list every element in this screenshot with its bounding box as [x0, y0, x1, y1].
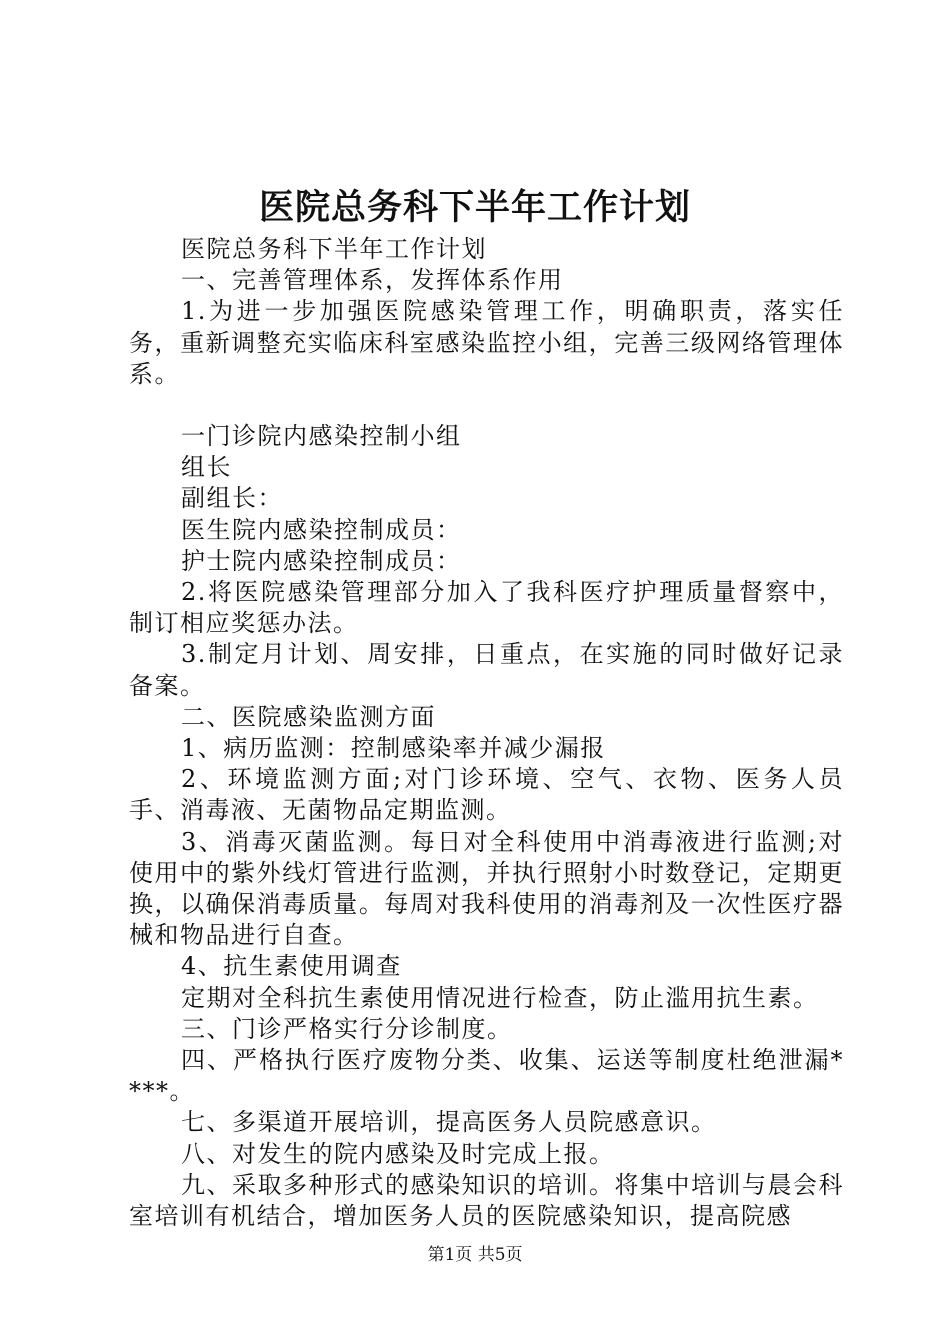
paragraph: 1、病历监测：控制感染率并减少漏报 — [181, 734, 606, 763]
section-heading: 二、医院感染监测方面 — [181, 702, 436, 731]
paragraph: 医院总务科下半年工作计划 — [181, 235, 487, 263]
section-heading: 七、多渠道开展培训，提高医务人员院感意识。 — [181, 1108, 717, 1137]
paragraph: 3、消毒灭菌监测。每日对全科使用中消毒液进行监测;对使用中的紫外线灯管进行监测，并执行照射小时数登记，定期更换，以确保消毒质量。每周对我科使用的消毒剂及一次性医疗器械和物品进行自查。 — [129, 827, 844, 950]
paragraph: 副组长： — [181, 484, 283, 513]
paragraph: 组长 — [181, 453, 232, 482]
section-heading: 九、采取多种形式的感染知识的培训。将集中培训与晨会科室培训有机结合，增加医务人员的医院感染知识，提高院感 — [129, 1170, 844, 1231]
paragraph: 2、环境监测方面;对门诊环境、空气、衣物、医务人员手、消毒液、无菌物品定期监测。 — [129, 765, 844, 825]
paragraph: 2.将医院感染管理部分加入了我科医疗护理质量督察中，制订相应奖惩办法。 — [129, 578, 844, 638]
paragraph: 1.为进一步加强医院感染管理工作，明确职责，落实任务，重新调整充实临床科室感染监控小组，完善三级网络管理体系。 — [129, 297, 844, 388]
document-body — [129, 234, 844, 1232]
paragraph: 定期对全科抗生素使用情况进行检查，防止滥用抗生素。 — [181, 983, 819, 1012]
document-title: 医院总务科下半年工作计划 — [258, 187, 691, 228]
paragraph: 3.制定月计划、周安排，日重点，在实施的同时做好记录备案。 — [129, 640, 844, 700]
paragraph: 医生院内感染控制成员： — [181, 515, 462, 544]
section-heading: 八、对发生的院内感染及时完成上报。 — [181, 1139, 615, 1168]
section-heading: 三、门诊严格实行分诊制度。 — [181, 1014, 513, 1043]
page-footer: 第1页 共5页 — [427, 1245, 523, 1265]
paragraph: 4、抗生素使用调查 — [181, 952, 402, 981]
section-heading: 四、严格执行医疗废物分类、收集、运送等制度杜绝泄漏****。 — [129, 1046, 844, 1106]
section-heading: 一、完善管理体系，发挥体系作用 — [181, 266, 564, 295]
paragraph: 护士院内感染控制成员： — [181, 546, 462, 575]
paragraph: 一门诊院内感染控制小组 — [181, 422, 462, 451]
paragraph-spacer — [129, 390, 844, 421]
